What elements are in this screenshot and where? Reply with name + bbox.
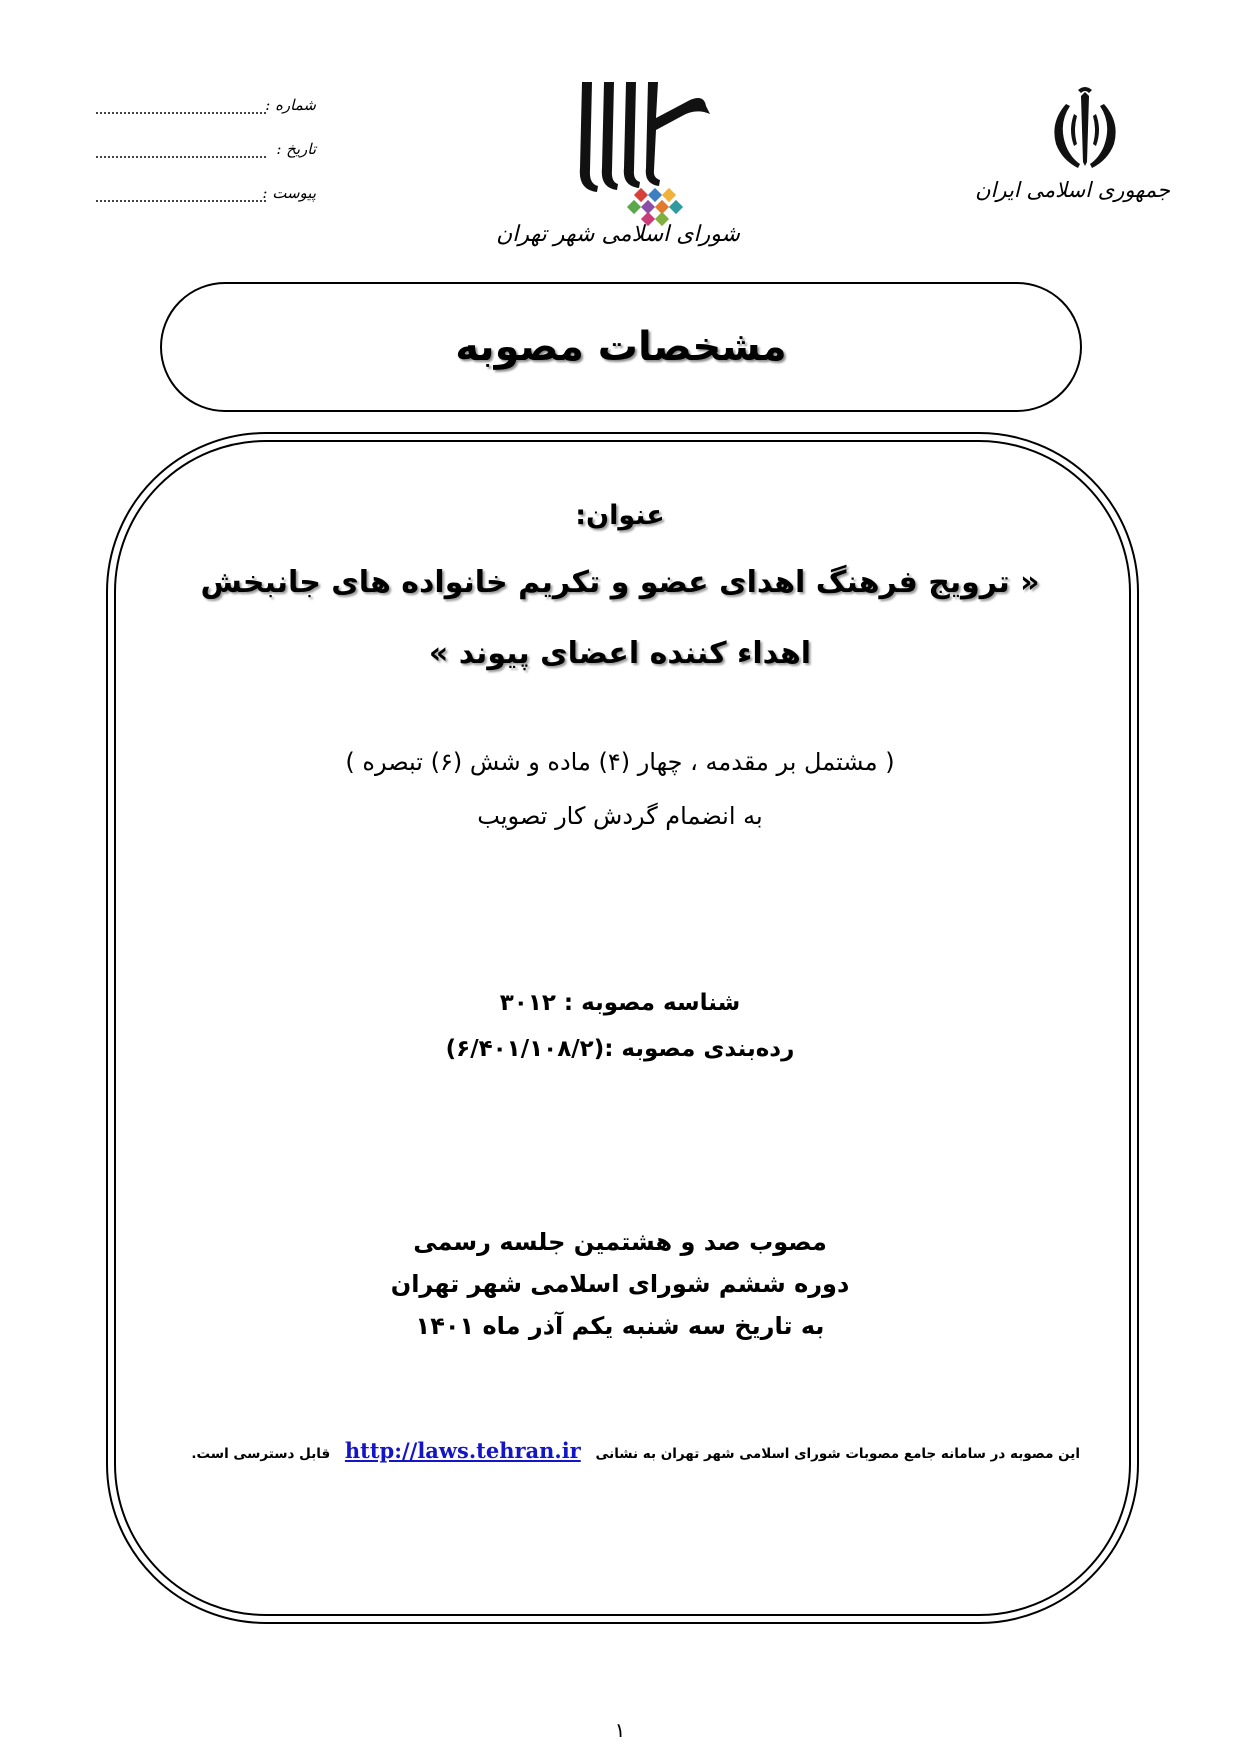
- resolution-id: شناسه مصوبه : ۳۰۱۲: [499, 990, 741, 1016]
- approval-line-3: به تاریخ سه شنبه یکم آذر ماه ۱۴۰۱: [415, 1312, 825, 1340]
- header-banner: [160, 282, 1082, 412]
- footer-note-before: این مصوبه در سامانه جامع مصوبات شورای اسلامی شهر تهران به نشانی: [595, 1446, 1080, 1462]
- footer-note: [191, 1438, 1080, 1463]
- resolution-title-line-2: اهداء کننده اعضای پیوند »: [428, 636, 812, 671]
- reference-date-dotted-line: [96, 156, 266, 158]
- resolution-title-line-1: « ترویج فرهنگ اهدای عضو و تکریم خانواده های جانبخش: [200, 565, 1040, 600]
- structure-line: ( مشتمل بر مقدمه ، چهار (۴) ماده و شش (۶) تبصره ): [345, 748, 895, 776]
- attachment-line: به انضمام گردش کار تصویب: [477, 802, 763, 830]
- page-title: مشخصات مصوبه: [455, 324, 787, 370]
- heading-label: عنوان:: [575, 500, 665, 531]
- reference-number-dotted-line: [96, 112, 266, 114]
- reference-attachment-row: [96, 184, 316, 214]
- laws-website-link[interactable]: http://laws.tehran.ir: [344, 1438, 581, 1463]
- reference-date-label: تاریخ :: [276, 140, 316, 158]
- council-logo-mark: [560, 78, 740, 228]
- approval-line-2: دوره ششم شورای اسلامی شهر تهران: [390, 1270, 850, 1298]
- reference-date-row: [96, 140, 316, 170]
- approval-line-1: مصوب صد و هشتمین جلسه رسمی: [413, 1228, 827, 1256]
- footer-note-after: قابل دسترسی است.: [191, 1446, 331, 1462]
- iran-emblem-icon: [1040, 84, 1130, 174]
- reference-attachment-dotted-line: [96, 200, 266, 202]
- reference-attachment-label: پیوست :: [262, 184, 316, 202]
- iran-emblem-caption: جمهوری اسلامی ایران: [975, 178, 1170, 202]
- reference-number-row: [96, 96, 316, 126]
- resolution-classification: رده‌بندی مصوبه :(۶/۴۰۱/۱۰۸/۲): [445, 1036, 795, 1062]
- page-number: ۱: [614, 1718, 626, 1742]
- reference-number-label: شماره :: [265, 96, 316, 114]
- council-logo-tiles: [627, 188, 683, 226]
- council-logo-caption: شورای اسلامی شهر تهران: [496, 222, 740, 247]
